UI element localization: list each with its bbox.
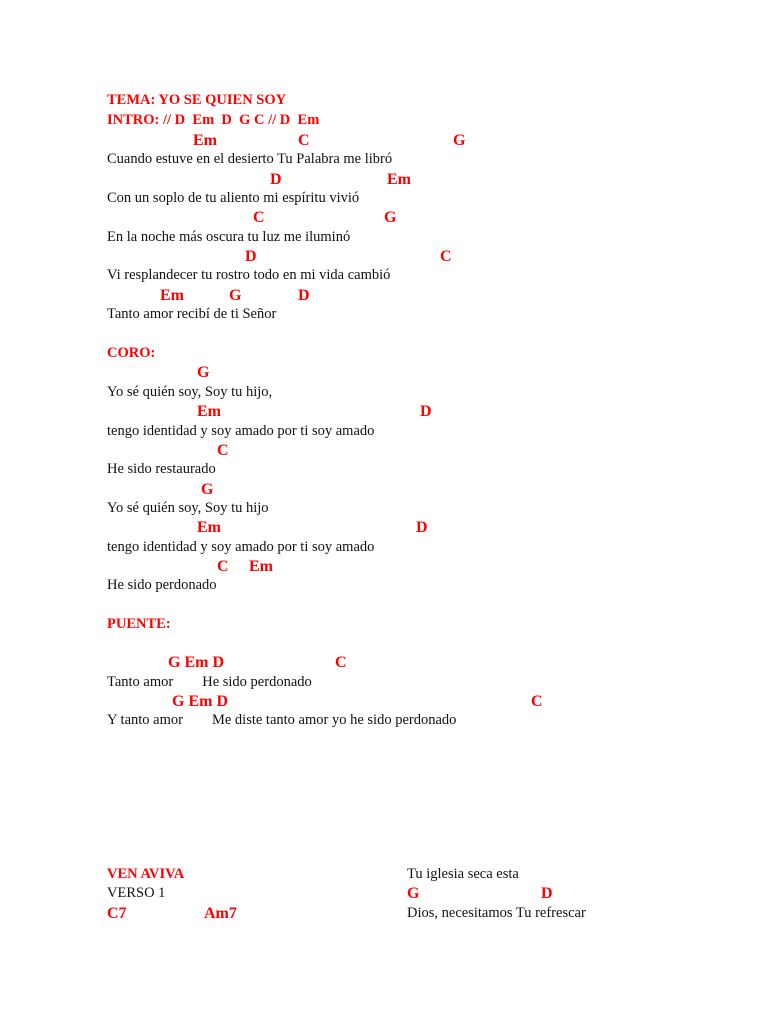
lyric-line: He sido perdonado (107, 577, 217, 593)
chord-line (0, 693, 768, 710)
chord: D (270, 171, 282, 188)
lyric-line: Con un soplo de tu aliento mi espíritu vivió (107, 190, 360, 206)
lyric-line: Yo sé quién soy, Soy tu hijo (107, 500, 269, 516)
lyric-line: tengo identidad y soy amado por ti soy amado (107, 423, 375, 439)
chord: G Em D (172, 693, 228, 710)
chord: Em (387, 171, 411, 188)
lyric-line: En la noche más oscura tu luz me iluminó (107, 229, 351, 245)
chord-line (0, 442, 768, 459)
chord: D (416, 519, 428, 536)
chord: Em (193, 132, 217, 149)
coro-heading: CORO: (107, 345, 156, 361)
chord: Em (197, 519, 221, 536)
lyric-line: Tanto amor recibí de ti Señor (107, 306, 277, 322)
chord: G (229, 287, 242, 304)
lyric-line: Dios, necesitamos Tu refrescar (407, 905, 586, 921)
chord-line (0, 885, 768, 902)
chord-line (0, 209, 768, 226)
lyric-line: Tu iglesia seca esta (407, 866, 519, 882)
chord-line (0, 558, 768, 575)
lyric-line: tengo identidad y soy amado por ti soy amado (107, 539, 375, 555)
puente-heading: PUENTE: (107, 616, 171, 632)
chord-line (0, 364, 768, 381)
chord: C (335, 654, 347, 671)
chord: D (245, 248, 257, 265)
chord: G (407, 885, 420, 902)
lyric-line: Yo sé quién soy, Soy tu hijo, (107, 384, 273, 400)
chord-line (0, 287, 768, 304)
chord: G Em D (168, 654, 224, 671)
chord-line (0, 905, 768, 922)
chord-line (0, 248, 768, 265)
chord-line (0, 132, 768, 149)
chord: C7 (107, 905, 127, 922)
lyric-line: Vi resplandecer tu rostro todo en mi vida cambió (107, 267, 391, 283)
chord-line (0, 171, 768, 188)
chord-line (0, 403, 768, 420)
chord: C (217, 558, 229, 575)
chord: C (298, 132, 310, 149)
lyric-line: Tanto amor He sido perdonado (107, 674, 312, 690)
chord: D (298, 287, 310, 304)
chord: C (253, 209, 265, 226)
chord: Em (249, 558, 273, 575)
chord: C (531, 693, 543, 710)
lyric-line: He sido restaurado (107, 461, 216, 477)
chord-line (0, 481, 768, 498)
chord: D (420, 403, 432, 420)
chord: G (384, 209, 397, 226)
song2-title: VEN AVIVA (107, 866, 185, 882)
chord-line (0, 654, 768, 671)
chord: G (197, 364, 210, 381)
chord: Am7 (204, 905, 237, 922)
verse-label: VERSO 1 (107, 885, 166, 901)
chord: C (217, 442, 229, 459)
chord: Em (197, 403, 221, 420)
song-title: TEMA: YO SE QUIEN SOY (107, 92, 287, 108)
chord: Em (160, 287, 184, 304)
chord-line (0, 519, 768, 536)
chord: C (440, 248, 452, 265)
chord: D (541, 885, 553, 902)
lyric-line: Y tanto amor Me diste tanto amor yo he sido perdonado (107, 712, 457, 728)
lyric-line: Cuando estuve en el desierto Tu Palabra me libró (107, 151, 393, 167)
chord: G (201, 481, 214, 498)
chord: G (453, 132, 466, 149)
intro-line: INTRO: // D Em D G C // D Em (107, 112, 320, 128)
